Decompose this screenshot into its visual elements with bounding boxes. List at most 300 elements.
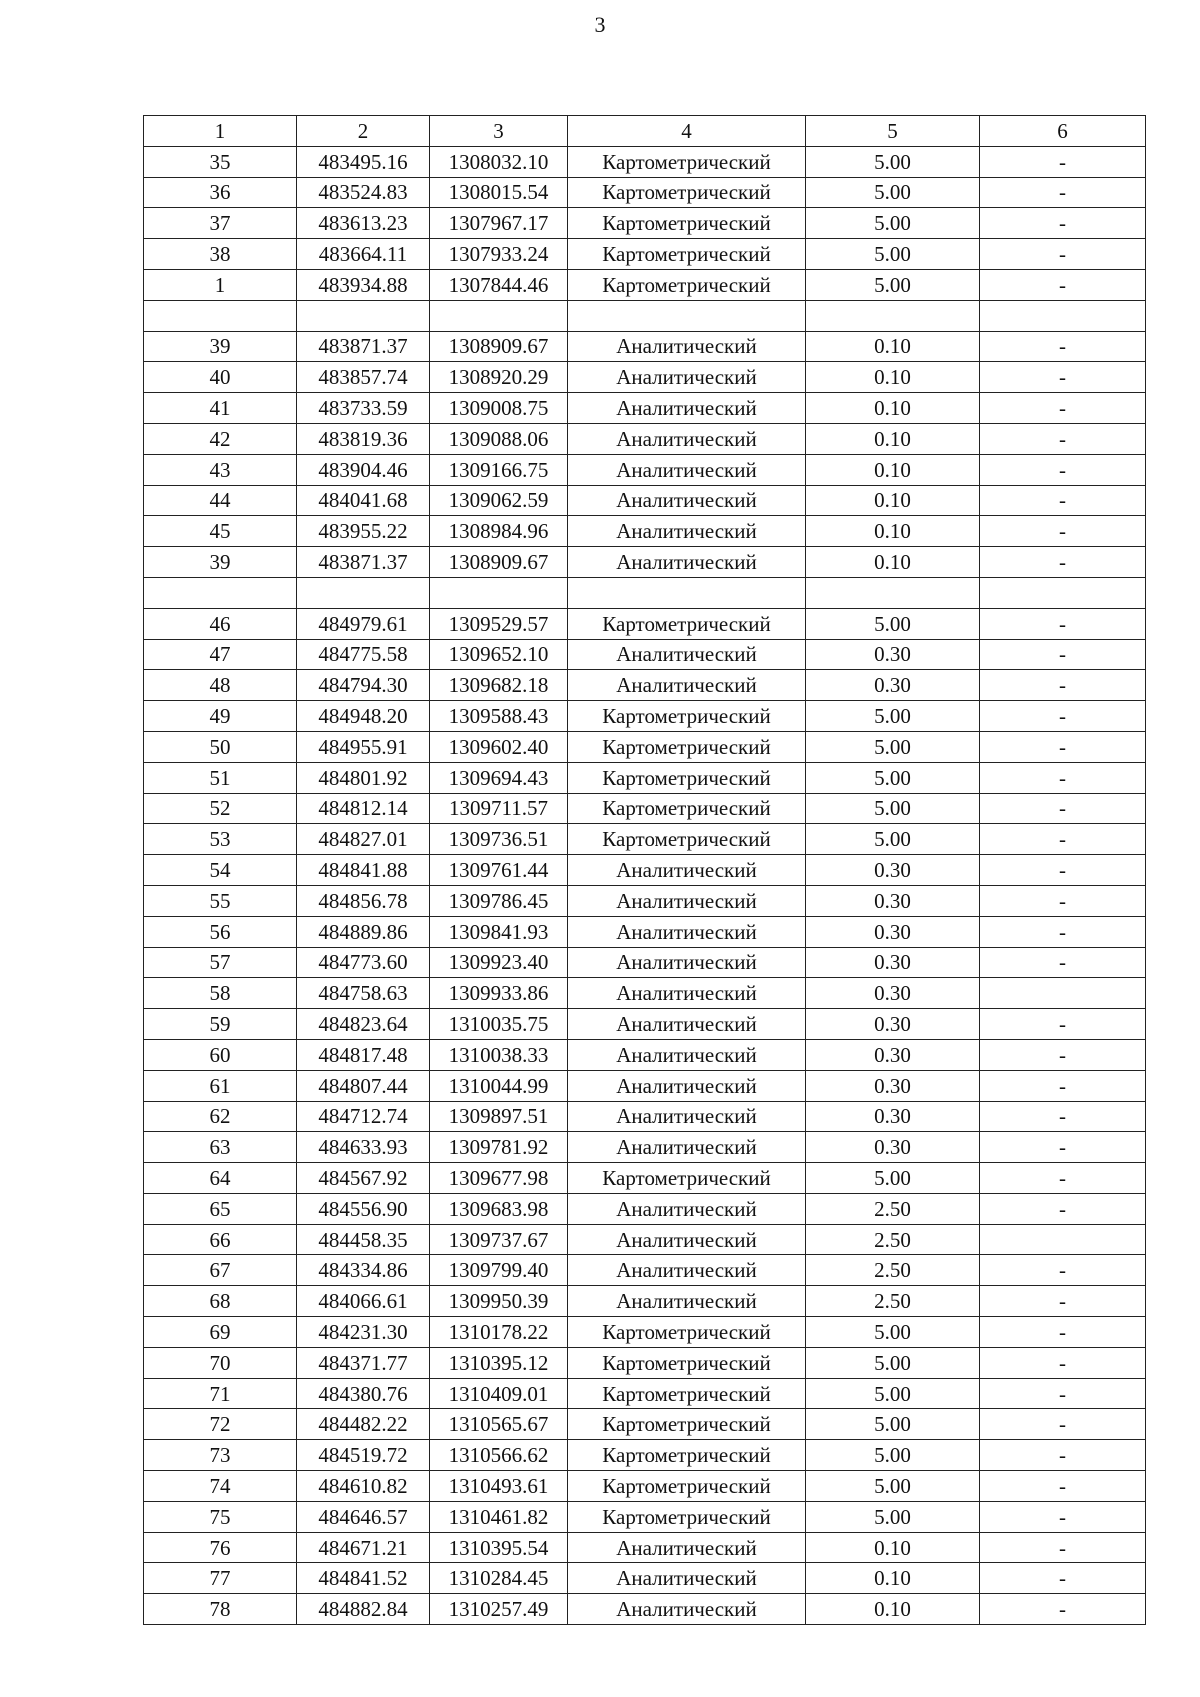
table-row bbox=[144, 1224, 1146, 1255]
y-coordinate-cell: 1309602.40 bbox=[430, 731, 568, 762]
note-cell: - bbox=[980, 485, 1146, 516]
y-coordinate-cell: 1309781.92 bbox=[430, 1132, 568, 1163]
method-cell: Картометрический bbox=[568, 1409, 806, 1440]
x-coordinate-cell: 484671.21 bbox=[297, 1532, 430, 1563]
accuracy-cell: 5.00 bbox=[806, 1501, 980, 1532]
x-coordinate-cell: 484812.14 bbox=[297, 793, 430, 824]
method-cell: Аналитический bbox=[568, 670, 806, 701]
x-coordinate-cell: 484482.22 bbox=[297, 1409, 430, 1440]
accuracy-cell: 0.30 bbox=[806, 1132, 980, 1163]
y-coordinate-cell: 1308909.67 bbox=[430, 547, 568, 578]
x-coordinate-cell: 484948.20 bbox=[297, 701, 430, 732]
table-row bbox=[144, 393, 1146, 424]
note-cell bbox=[980, 1224, 1146, 1255]
point-number-cell: 49 bbox=[144, 701, 297, 732]
table-row bbox=[144, 1163, 1146, 1194]
note-cell: - bbox=[980, 146, 1146, 177]
note-cell: - bbox=[980, 885, 1146, 916]
accuracy-cell: 0.30 bbox=[806, 639, 980, 670]
y-coordinate-cell: 1307967.17 bbox=[430, 208, 568, 239]
note-cell: - bbox=[980, 1163, 1146, 1194]
note-cell: - bbox=[980, 454, 1146, 485]
note-cell: - bbox=[980, 1594, 1146, 1625]
accuracy-cell: 0.30 bbox=[806, 1101, 980, 1132]
x-coordinate-cell bbox=[297, 300, 430, 331]
point-number-cell: 60 bbox=[144, 1039, 297, 1070]
y-coordinate-cell: 1309711.57 bbox=[430, 793, 568, 824]
note-cell: - bbox=[980, 423, 1146, 454]
method-cell: Аналитический bbox=[568, 947, 806, 978]
x-coordinate-cell: 484646.57 bbox=[297, 1501, 430, 1532]
accuracy-cell: 5.00 bbox=[806, 239, 980, 270]
table-row bbox=[144, 208, 1146, 239]
x-coordinate-cell: 483524.83 bbox=[297, 177, 430, 208]
method-cell: Аналитический bbox=[568, 1070, 806, 1101]
accuracy-cell: 0.10 bbox=[806, 331, 980, 362]
y-coordinate-cell bbox=[430, 577, 568, 608]
method-cell: Аналитический bbox=[568, 516, 806, 547]
y-coordinate-cell: 1309950.39 bbox=[430, 1286, 568, 1317]
x-coordinate-cell bbox=[297, 577, 430, 608]
method-cell: Картометрический bbox=[568, 701, 806, 732]
y-coordinate-cell: 1310409.01 bbox=[430, 1378, 568, 1409]
method-cell: Аналитический bbox=[568, 393, 806, 424]
point-number-cell: 37 bbox=[144, 208, 297, 239]
point-number-cell: 71 bbox=[144, 1378, 297, 1409]
point-number-cell: 72 bbox=[144, 1409, 297, 1440]
accuracy-cell: 0.10 bbox=[806, 1532, 980, 1563]
note-cell: - bbox=[980, 1286, 1146, 1317]
table-row bbox=[144, 916, 1146, 947]
accuracy-cell: 0.10 bbox=[806, 362, 980, 393]
x-coordinate-cell: 484955.91 bbox=[297, 731, 430, 762]
table-row bbox=[144, 239, 1146, 270]
table-row bbox=[144, 639, 1146, 670]
accuracy-cell: 0.10 bbox=[806, 1594, 980, 1625]
method-cell: Аналитический bbox=[568, 1009, 806, 1040]
method-cell: Аналитический bbox=[568, 1101, 806, 1132]
accuracy-cell: 0.10 bbox=[806, 547, 980, 578]
note-cell: - bbox=[980, 916, 1146, 947]
x-coordinate-cell: 484231.30 bbox=[297, 1317, 430, 1348]
table-header-row bbox=[144, 116, 1146, 147]
y-coordinate-cell: 1310044.99 bbox=[430, 1070, 568, 1101]
accuracy-cell: 0.30 bbox=[806, 885, 980, 916]
point-number-cell: 47 bbox=[144, 639, 297, 670]
x-coordinate-cell: 483613.23 bbox=[297, 208, 430, 239]
point-number-cell: 39 bbox=[144, 331, 297, 362]
table-row bbox=[144, 1101, 1146, 1132]
note-cell: - bbox=[980, 1471, 1146, 1502]
point-number-cell: 61 bbox=[144, 1070, 297, 1101]
method-cell: Аналитический bbox=[568, 454, 806, 485]
accuracy-cell: 0.30 bbox=[806, 855, 980, 886]
method-cell: Картометрический bbox=[568, 1317, 806, 1348]
y-coordinate-cell: 1310284.45 bbox=[430, 1563, 568, 1594]
note-cell: - bbox=[980, 731, 1146, 762]
method-cell: Картометрический bbox=[568, 1378, 806, 1409]
y-coordinate-cell: 1308984.96 bbox=[430, 516, 568, 547]
x-coordinate-cell: 484794.30 bbox=[297, 670, 430, 701]
table-row bbox=[144, 269, 1146, 300]
point-number-cell: 52 bbox=[144, 793, 297, 824]
note-cell: - bbox=[980, 239, 1146, 270]
header-cell-1: 1 bbox=[144, 116, 297, 147]
x-coordinate-cell: 484380.76 bbox=[297, 1378, 430, 1409]
x-coordinate-cell: 484841.52 bbox=[297, 1563, 430, 1594]
accuracy-cell: 5.00 bbox=[806, 731, 980, 762]
method-cell: Картометрический bbox=[568, 208, 806, 239]
table-row bbox=[144, 947, 1146, 978]
method-cell: Аналитический bbox=[568, 639, 806, 670]
point-number-cell: 57 bbox=[144, 947, 297, 978]
x-coordinate-cell: 484889.86 bbox=[297, 916, 430, 947]
y-coordinate-cell: 1308920.29 bbox=[430, 362, 568, 393]
note-cell: - bbox=[980, 393, 1146, 424]
table-row bbox=[144, 146, 1146, 177]
point-number-cell: 56 bbox=[144, 916, 297, 947]
method-cell: Аналитический bbox=[568, 916, 806, 947]
note-cell: - bbox=[980, 608, 1146, 639]
x-coordinate-cell: 484856.78 bbox=[297, 885, 430, 916]
x-coordinate-cell: 484841.88 bbox=[297, 855, 430, 886]
table-row bbox=[144, 516, 1146, 547]
method-cell: Аналитический bbox=[568, 362, 806, 393]
point-number-cell: 36 bbox=[144, 177, 297, 208]
method-cell bbox=[568, 300, 806, 331]
x-coordinate-cell: 483733.59 bbox=[297, 393, 430, 424]
note-cell: - bbox=[980, 1193, 1146, 1224]
note-cell: - bbox=[980, 1409, 1146, 1440]
y-coordinate-cell: 1309736.51 bbox=[430, 824, 568, 855]
table-row bbox=[144, 177, 1146, 208]
x-coordinate-cell: 484773.60 bbox=[297, 947, 430, 978]
point-number-cell: 43 bbox=[144, 454, 297, 485]
accuracy-cell: 2.50 bbox=[806, 1286, 980, 1317]
y-coordinate-cell: 1309694.43 bbox=[430, 762, 568, 793]
method-cell: Картометрический bbox=[568, 1501, 806, 1532]
x-coordinate-cell: 484567.92 bbox=[297, 1163, 430, 1194]
coordinates-table-body bbox=[144, 116, 1146, 1625]
point-number-cell: 69 bbox=[144, 1317, 297, 1348]
y-coordinate-cell: 1310035.75 bbox=[430, 1009, 568, 1040]
x-coordinate-cell: 484519.72 bbox=[297, 1440, 430, 1471]
table-row bbox=[144, 1009, 1146, 1040]
point-number-cell bbox=[144, 577, 297, 608]
accuracy-cell: 2.50 bbox=[806, 1193, 980, 1224]
method-cell: Аналитический bbox=[568, 547, 806, 578]
table-row bbox=[144, 1347, 1146, 1378]
method-cell: Аналитический bbox=[568, 1286, 806, 1317]
accuracy-cell: 5.00 bbox=[806, 762, 980, 793]
note-cell: - bbox=[980, 824, 1146, 855]
note-cell: - bbox=[980, 1101, 1146, 1132]
table-row bbox=[144, 824, 1146, 855]
accuracy-cell: 0.10 bbox=[806, 393, 980, 424]
point-number-cell: 68 bbox=[144, 1286, 297, 1317]
y-coordinate-cell: 1310493.61 bbox=[430, 1471, 568, 1502]
table-row bbox=[144, 1594, 1146, 1625]
accuracy-cell: 5.00 bbox=[806, 269, 980, 300]
accuracy-cell: 5.00 bbox=[806, 1471, 980, 1502]
x-coordinate-cell: 484979.61 bbox=[297, 608, 430, 639]
table-row bbox=[144, 1255, 1146, 1286]
method-cell: Аналитический bbox=[568, 1563, 806, 1594]
table-row bbox=[144, 1409, 1146, 1440]
note-cell: - bbox=[980, 1501, 1146, 1532]
y-coordinate-cell: 1309088.06 bbox=[430, 423, 568, 454]
x-coordinate-cell: 483664.11 bbox=[297, 239, 430, 270]
note-cell: - bbox=[980, 1070, 1146, 1101]
accuracy-cell: 0.30 bbox=[806, 947, 980, 978]
note-cell: - bbox=[980, 947, 1146, 978]
method-cell: Аналитический bbox=[568, 1193, 806, 1224]
note-cell bbox=[980, 300, 1146, 331]
y-coordinate-cell: 1309897.51 bbox=[430, 1101, 568, 1132]
accuracy-cell: 0.30 bbox=[806, 670, 980, 701]
x-coordinate-cell: 484066.61 bbox=[297, 1286, 430, 1317]
x-coordinate-cell: 484882.84 bbox=[297, 1594, 430, 1625]
x-coordinate-cell: 484371.77 bbox=[297, 1347, 430, 1378]
table-row bbox=[144, 1440, 1146, 1471]
point-number-cell: 40 bbox=[144, 362, 297, 393]
y-coordinate-cell: 1309008.75 bbox=[430, 393, 568, 424]
y-coordinate-cell: 1308015.54 bbox=[430, 177, 568, 208]
method-cell: Аналитический bbox=[568, 1255, 806, 1286]
method-cell: Картометрический bbox=[568, 177, 806, 208]
accuracy-cell: 0.30 bbox=[806, 916, 980, 947]
method-cell bbox=[568, 577, 806, 608]
point-number-cell: 63 bbox=[144, 1132, 297, 1163]
method-cell: Картометрический bbox=[568, 824, 806, 855]
accuracy-cell: 2.50 bbox=[806, 1255, 980, 1286]
table-row bbox=[144, 978, 1146, 1009]
y-coordinate-cell: 1309799.40 bbox=[430, 1255, 568, 1286]
accuracy-cell: 0.10 bbox=[806, 516, 980, 547]
table-row bbox=[144, 1563, 1146, 1594]
method-cell: Аналитический bbox=[568, 1132, 806, 1163]
accuracy-cell: 2.50 bbox=[806, 1224, 980, 1255]
table-row bbox=[144, 331, 1146, 362]
point-number-cell: 74 bbox=[144, 1471, 297, 1502]
accuracy-cell: 5.00 bbox=[806, 208, 980, 239]
method-cell: Картометрический bbox=[568, 146, 806, 177]
point-number-cell: 73 bbox=[144, 1440, 297, 1471]
x-coordinate-cell: 483857.74 bbox=[297, 362, 430, 393]
coordinates-table bbox=[143, 115, 1146, 1625]
x-coordinate-cell: 484827.01 bbox=[297, 824, 430, 855]
note-cell: - bbox=[980, 670, 1146, 701]
point-number-cell bbox=[144, 300, 297, 331]
method-cell: Аналитический bbox=[568, 978, 806, 1009]
point-number-cell: 76 bbox=[144, 1532, 297, 1563]
table-row bbox=[144, 423, 1146, 454]
accuracy-cell: 5.00 bbox=[806, 146, 980, 177]
accuracy-cell: 0.10 bbox=[806, 485, 980, 516]
y-coordinate-cell: 1310178.22 bbox=[430, 1317, 568, 1348]
accuracy-cell: 0.30 bbox=[806, 1070, 980, 1101]
method-cell: Картометрический bbox=[568, 239, 806, 270]
note-cell: - bbox=[980, 1378, 1146, 1409]
point-number-cell: 62 bbox=[144, 1101, 297, 1132]
y-coordinate-cell: 1309652.10 bbox=[430, 639, 568, 670]
note-cell: - bbox=[980, 701, 1146, 732]
method-cell: Аналитический bbox=[568, 485, 806, 516]
x-coordinate-cell: 483904.46 bbox=[297, 454, 430, 485]
table-row bbox=[144, 1039, 1146, 1070]
accuracy-cell: 0.30 bbox=[806, 1039, 980, 1070]
y-coordinate-cell: 1310257.49 bbox=[430, 1594, 568, 1625]
note-cell: - bbox=[980, 331, 1146, 362]
note-cell: - bbox=[980, 1132, 1146, 1163]
x-coordinate-cell: 484712.74 bbox=[297, 1101, 430, 1132]
note-cell: - bbox=[980, 177, 1146, 208]
y-coordinate-cell: 1309166.75 bbox=[430, 454, 568, 485]
point-number-cell: 39 bbox=[144, 547, 297, 578]
point-number-cell: 46 bbox=[144, 608, 297, 639]
accuracy-cell: 5.00 bbox=[806, 1163, 980, 1194]
y-coordinate-cell: 1310395.54 bbox=[430, 1532, 568, 1563]
table-row bbox=[144, 885, 1146, 916]
accuracy-cell: 5.00 bbox=[806, 1347, 980, 1378]
x-coordinate-cell: 484758.63 bbox=[297, 978, 430, 1009]
method-cell: Картометрический bbox=[568, 1471, 806, 1502]
y-coordinate-cell: 1309588.43 bbox=[430, 701, 568, 732]
point-number-cell: 35 bbox=[144, 146, 297, 177]
method-cell: Картометрический bbox=[568, 1440, 806, 1471]
point-number-cell: 64 bbox=[144, 1163, 297, 1194]
x-coordinate-cell: 484823.64 bbox=[297, 1009, 430, 1040]
note-cell: - bbox=[980, 1039, 1146, 1070]
x-coordinate-cell: 484334.86 bbox=[297, 1255, 430, 1286]
y-coordinate-cell: 1309683.98 bbox=[430, 1193, 568, 1224]
accuracy-cell: 0.30 bbox=[806, 1009, 980, 1040]
y-coordinate-cell: 1310565.67 bbox=[430, 1409, 568, 1440]
x-coordinate-cell: 483955.22 bbox=[297, 516, 430, 547]
table-row bbox=[144, 670, 1146, 701]
x-coordinate-cell: 484801.92 bbox=[297, 762, 430, 793]
table-row bbox=[144, 1317, 1146, 1348]
x-coordinate-cell: 484041.68 bbox=[297, 485, 430, 516]
method-cell: Картометрический bbox=[568, 1347, 806, 1378]
y-coordinate-cell: 1310038.33 bbox=[430, 1039, 568, 1070]
y-coordinate-cell: 1310566.62 bbox=[430, 1440, 568, 1471]
table-row bbox=[144, 701, 1146, 732]
accuracy-cell: 5.00 bbox=[806, 608, 980, 639]
y-coordinate-cell: 1310461.82 bbox=[430, 1501, 568, 1532]
table-row bbox=[144, 762, 1146, 793]
note-cell: - bbox=[980, 1009, 1146, 1040]
accuracy-cell: 0.10 bbox=[806, 1563, 980, 1594]
note-cell: - bbox=[980, 1563, 1146, 1594]
y-coordinate-cell: 1309529.57 bbox=[430, 608, 568, 639]
y-coordinate-cell: 1308032.10 bbox=[430, 146, 568, 177]
accuracy-cell: 5.00 bbox=[806, 824, 980, 855]
point-number-cell: 78 bbox=[144, 1594, 297, 1625]
note-cell: - bbox=[980, 1532, 1146, 1563]
header-cell-3: 3 bbox=[430, 116, 568, 147]
x-coordinate-cell: 484775.58 bbox=[297, 639, 430, 670]
table-row bbox=[144, 1132, 1146, 1163]
accuracy-cell: 0.10 bbox=[806, 454, 980, 485]
y-coordinate-cell: 1308909.67 bbox=[430, 331, 568, 362]
point-number-cell: 70 bbox=[144, 1347, 297, 1378]
method-cell: Аналитический bbox=[568, 1039, 806, 1070]
method-cell: Картометрический bbox=[568, 608, 806, 639]
method-cell: Картометрический bbox=[568, 793, 806, 824]
table-row bbox=[144, 1501, 1146, 1532]
x-coordinate-cell: 483871.37 bbox=[297, 547, 430, 578]
header-cell-5: 5 bbox=[806, 116, 980, 147]
note-cell: - bbox=[980, 855, 1146, 886]
method-cell: Аналитический bbox=[568, 1594, 806, 1625]
note-cell: - bbox=[980, 793, 1146, 824]
accuracy-cell bbox=[806, 577, 980, 608]
accuracy-cell: 5.00 bbox=[806, 1378, 980, 1409]
y-coordinate-cell: 1307933.24 bbox=[430, 239, 568, 270]
x-coordinate-cell: 484633.93 bbox=[297, 1132, 430, 1163]
note-cell: - bbox=[980, 1440, 1146, 1471]
header-cell-6: 6 bbox=[980, 116, 1146, 147]
table-row bbox=[144, 547, 1146, 578]
x-coordinate-cell: 483495.16 bbox=[297, 146, 430, 177]
note-cell: - bbox=[980, 1317, 1146, 1348]
method-cell: Аналитический bbox=[568, 885, 806, 916]
point-number-cell: 58 bbox=[144, 978, 297, 1009]
note-cell: - bbox=[980, 362, 1146, 393]
point-number-cell: 54 bbox=[144, 855, 297, 886]
point-number-cell: 65 bbox=[144, 1193, 297, 1224]
accuracy-cell: 5.00 bbox=[806, 1440, 980, 1471]
table-row bbox=[144, 300, 1146, 331]
point-number-cell: 66 bbox=[144, 1224, 297, 1255]
y-coordinate-cell: 1309677.98 bbox=[430, 1163, 568, 1194]
y-coordinate-cell: 1309761.44 bbox=[430, 855, 568, 886]
note-cell: - bbox=[980, 208, 1146, 239]
method-cell: Аналитический bbox=[568, 331, 806, 362]
table-row bbox=[144, 454, 1146, 485]
accuracy-cell: 0.10 bbox=[806, 423, 980, 454]
y-coordinate-cell: 1309923.40 bbox=[430, 947, 568, 978]
method-cell: Аналитический bbox=[568, 1532, 806, 1563]
point-number-cell: 38 bbox=[144, 239, 297, 270]
note-cell: - bbox=[980, 1255, 1146, 1286]
method-cell: Аналитический bbox=[568, 1224, 806, 1255]
table-row bbox=[144, 1378, 1146, 1409]
point-number-cell: 51 bbox=[144, 762, 297, 793]
method-cell: Аналитический bbox=[568, 855, 806, 886]
y-coordinate-cell: 1309682.18 bbox=[430, 670, 568, 701]
accuracy-cell: 5.00 bbox=[806, 1317, 980, 1348]
x-coordinate-cell: 483871.37 bbox=[297, 331, 430, 362]
method-cell: Картометрический bbox=[568, 1163, 806, 1194]
note-cell: - bbox=[980, 1347, 1146, 1378]
x-coordinate-cell: 483934.88 bbox=[297, 269, 430, 300]
method-cell: Картометрический bbox=[568, 762, 806, 793]
x-coordinate-cell: 484610.82 bbox=[297, 1471, 430, 1502]
accuracy-cell: 0.30 bbox=[806, 978, 980, 1009]
table-row bbox=[144, 1286, 1146, 1317]
point-number-cell: 45 bbox=[144, 516, 297, 547]
accuracy-cell bbox=[806, 300, 980, 331]
y-coordinate-cell: 1310395.12 bbox=[430, 1347, 568, 1378]
x-coordinate-cell: 484807.44 bbox=[297, 1070, 430, 1101]
point-number-cell: 50 bbox=[144, 731, 297, 762]
table-row bbox=[144, 1532, 1146, 1563]
note-cell: - bbox=[980, 547, 1146, 578]
note-cell bbox=[980, 577, 1146, 608]
point-number-cell: 44 bbox=[144, 485, 297, 516]
